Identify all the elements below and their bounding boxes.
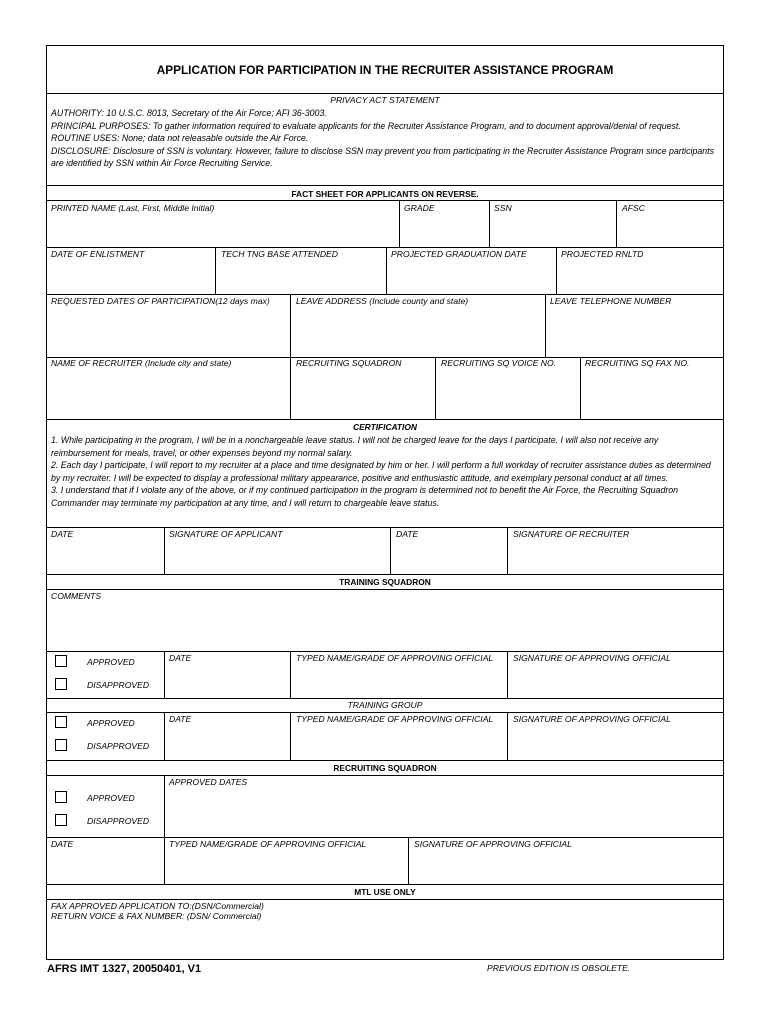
training-group-disapproved-checkbox[interactable] bbox=[55, 739, 67, 751]
rs-date-label: DATE bbox=[51, 839, 74, 849]
privacy-statement bbox=[51, 107, 719, 170]
disapproved-label: DISAPPROVED bbox=[87, 816, 150, 826]
ts-date-label: DATE bbox=[169, 653, 192, 663]
privacy-routine: ROUTINE USES: None; data not releasable outside the Air Force. bbox=[51, 133, 309, 143]
requested-dates-label: REQUESTED DATES OF PARTICIPATION(12 days max) bbox=[51, 296, 270, 306]
ts-typed-name-label: TYPED NAME/GRADE OF APPROVING OFFICIAL bbox=[296, 653, 494, 663]
tg-date-label: DATE bbox=[169, 714, 192, 724]
leave-address-label: LEAVE ADDRESS (Include county and state) bbox=[296, 296, 469, 306]
certification-heading: CERTIFICATION bbox=[353, 422, 417, 432]
certification-item: 1. While participating in the program, I will be in a nonchargeable leave status. I will not be charged leave for the days I participate. I will also not receive any reimbursement for meals, travel, or other expenses beyond my normal salary. bbox=[51, 435, 659, 458]
privacy-authority: AUTHORITY: 10 U.S.C. 8013, Secretary of the Air Force; AFI 36-3003. bbox=[51, 108, 327, 118]
mtl-heading: MTL USE ONLY bbox=[354, 887, 416, 897]
privacy-heading: PRIVACY ACT STATEMENT bbox=[330, 95, 440, 105]
certification-item: 2. Each day I participate, I will report to my recruiter at a place and time designated by him or her. I will perform a full workday of recruiter assistance duties as determined by my recruiter. I will be expected to display a professional military appearance, positive and enthusiastic attitude, and exemplary personal conduct at all times. bbox=[51, 460, 711, 483]
certification-item: 3. I understand that if I violate any of the above, or if my continued participation in the program is determined not to benefit the Air Force, the Recruiting Squadron Commander may terminate my participation at any time, and I will return to chargeable leave status. bbox=[51, 485, 679, 508]
printed-name-label: PRINTED NAME (Last, First, Middle Initial) bbox=[51, 203, 215, 213]
training-squadron-heading: TRAINING SQUADRON bbox=[339, 577, 431, 587]
sq-voice-label: RECRUITING SQ VOICE NO. bbox=[441, 358, 557, 368]
grade-label: GRADE bbox=[404, 203, 435, 213]
training-group-heading: TRAINING GROUP bbox=[347, 700, 423, 710]
projected-rnltd-label: PROJECTED RNLTD bbox=[561, 249, 644, 259]
form-id: AFRS IMT 1327, 20050401, V1 bbox=[47, 963, 202, 975]
application-form bbox=[46, 45, 724, 960]
tech-base-label: TECH TNG BASE ATTENDED bbox=[221, 249, 338, 259]
approved-label: APPROVED bbox=[87, 718, 135, 728]
ssn-label: SSN bbox=[494, 203, 512, 213]
recruiting-squadron-label: RECRUITING SQUADRON bbox=[296, 358, 402, 368]
leave-phone-label: LEAVE TELEPHONE NUMBER bbox=[550, 296, 672, 306]
comments-label: COMMENTS bbox=[51, 591, 102, 601]
divider bbox=[47, 93, 723, 94]
recruiting-squadron-heading: RECRUITING SQUADRON bbox=[333, 763, 437, 773]
training-squadron-approved-checkbox[interactable] bbox=[55, 655, 67, 667]
applicant-signature-label: SIGNATURE OF APPLICANT bbox=[169, 529, 283, 539]
recruiter-signature-label: SIGNATURE OF RECRUITER bbox=[513, 529, 630, 539]
certification-text bbox=[51, 434, 719, 509]
fact-sheet-note: FACT SHEET FOR APPLICANTS ON REVERSE. bbox=[291, 189, 479, 199]
approved-label: APPROVED bbox=[87, 793, 135, 803]
rs-typed-name-label: TYPED NAME/GRADE OF APPROVING OFFICIAL bbox=[169, 839, 367, 849]
afsc-label: AFSC bbox=[622, 203, 645, 213]
return-number-label: RETURN VOICE & FAX NUMBER: (DSN/ Commercial) bbox=[51, 911, 262, 921]
divider bbox=[47, 185, 723, 186]
rs-signature-label: SIGNATURE OF APPROVING OFFICIAL bbox=[414, 839, 572, 849]
disapproved-label: DISAPPROVED bbox=[87, 741, 150, 751]
approved-dates-label: APPROVED DATES bbox=[169, 777, 248, 787]
cert-date-label: DATE bbox=[51, 529, 74, 539]
recruiting-squadron-disapproved-checkbox[interactable] bbox=[55, 814, 67, 826]
sq-fax-label: RECRUITING SQ FAX NO. bbox=[585, 358, 690, 368]
recruiter-name-label: NAME OF RECRUITER (Include city and state) bbox=[51, 358, 232, 368]
edition-note: PREVIOUS EDITION IS OBSOLETE. bbox=[487, 963, 631, 973]
recruiting-squadron-approved-checkbox[interactable] bbox=[55, 791, 67, 803]
training-group-approved-checkbox[interactable] bbox=[55, 716, 67, 728]
privacy-disclosure: DISCLOSURE: Disclosure of SSN is voluntary. However, failure to disclose SSN may prevent you from participating in the Recruiter Assistance Program since participants are identified by SSN within Air Force Recruiting Service. bbox=[51, 145, 714, 168]
divider bbox=[47, 200, 723, 201]
ts-signature-label: SIGNATURE OF APPROVING OFFICIAL bbox=[513, 653, 671, 663]
tg-signature-label: SIGNATURE OF APPROVING OFFICIAL bbox=[513, 714, 671, 724]
enlistment-date-label: DATE OF ENLISTMENT bbox=[51, 249, 145, 259]
disapproved-label: DISAPPROVED bbox=[87, 680, 150, 690]
approved-label: APPROVED bbox=[87, 657, 135, 667]
form-title: APPLICATION FOR PARTICIPATION IN THE RECRUITER ASSISTANCE PROGRAM bbox=[156, 63, 614, 77]
privacy-purposes: PRINCIPAL PURPOSES: To gather information required to evaluate applicants for the Recruiter Assistance Program, and to document approval/denial of request. bbox=[51, 120, 681, 131]
training-squadron-disapproved-checkbox[interactable] bbox=[55, 678, 67, 690]
projected-graduation-label: PROJECTED GRADUATION DATE bbox=[391, 249, 527, 259]
tg-typed-name-label: TYPED NAME/GRADE OF APPROVING OFFICIAL bbox=[296, 714, 494, 724]
fax-approved-label: FAX APPROVED APPLICATION TO:(DSN/Commercial) bbox=[51, 901, 264, 911]
cert-date-label-2: DATE bbox=[396, 529, 419, 539]
